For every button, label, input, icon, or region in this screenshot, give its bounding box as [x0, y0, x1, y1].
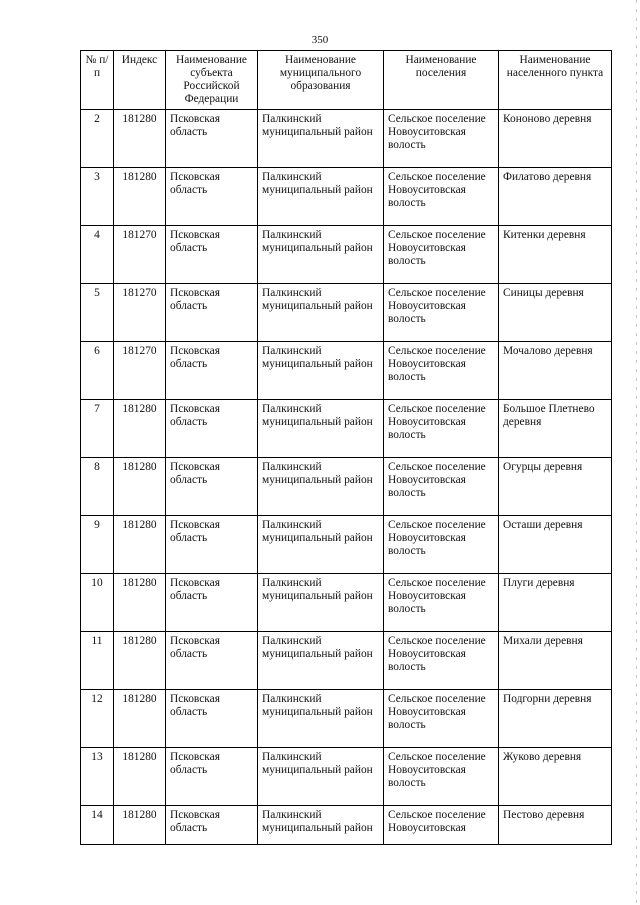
cell-number: 7 — [81, 400, 114, 458]
cell-municipality: Палкинский муниципальный район — [258, 574, 384, 632]
header-subject: Наименование субъекта Российской Федерации — [166, 51, 258, 110]
cell-settlement: Сельское поселение Новоуситовская волость — [384, 284, 499, 342]
table-header — [81, 51, 612, 110]
cell-index: 181280 — [114, 574, 166, 632]
table-row — [81, 806, 612, 845]
table-row — [81, 690, 612, 748]
cell-number: 12 — [81, 690, 114, 748]
cell-number: 13 — [81, 748, 114, 806]
table-row — [81, 110, 612, 168]
cell-settlement: Сельское поселение Новоуситовская волость — [384, 110, 499, 168]
cell-locality: Михали деревня — [499, 632, 612, 690]
cell-locality: Синицы деревня — [499, 284, 612, 342]
table-row — [81, 458, 612, 516]
cell-index: 181280 — [114, 748, 166, 806]
cell-locality: Жуково деревня — [499, 748, 612, 806]
cell-subject: Псковская область — [166, 458, 258, 516]
cell-locality: Китенки деревня — [499, 226, 612, 284]
cell-municipality: Палкинский муниципальный район — [258, 342, 384, 400]
cell-municipality: Палкинский муниципальный район — [258, 748, 384, 806]
cell-subject: Псковская область — [166, 342, 258, 400]
cell-subject: Псковская область — [166, 516, 258, 574]
table-row — [81, 226, 612, 284]
cell-municipality: Палкинский муниципальный район — [258, 226, 384, 284]
cell-locality: Подгорни деревня — [499, 690, 612, 748]
table-row — [81, 284, 612, 342]
cell-index: 181280 — [114, 690, 166, 748]
cell-number: 6 — [81, 342, 114, 400]
page-number: 350 — [311, 34, 329, 46]
cell-locality: Мочалово деревня — [499, 342, 612, 400]
table-row — [81, 574, 612, 632]
table-body — [81, 110, 612, 845]
cell-subject: Псковская область — [166, 690, 258, 748]
table-row — [81, 632, 612, 690]
table-row — [81, 168, 612, 226]
cell-locality: Филатово деревня — [499, 168, 612, 226]
cell-locality: Кононово деревня — [499, 110, 612, 168]
cell-locality: Осташи деревня — [499, 516, 612, 574]
cell-subject: Псковская область — [166, 110, 258, 168]
cell-locality: Огурцы деревня — [499, 458, 612, 516]
table-row — [81, 342, 612, 400]
cell-settlement: Сельское поселение Новоуситовская волость — [384, 168, 499, 226]
cell-municipality: Палкинский муниципальный район — [258, 458, 384, 516]
cell-settlement: Сельское поселение Новоуситовская волость — [384, 748, 499, 806]
cell-subject: Псковская область — [166, 806, 258, 845]
cell-subject: Псковская область — [166, 632, 258, 690]
table-row — [81, 748, 612, 806]
cell-index: 181280 — [114, 458, 166, 516]
cell-number: 5 — [81, 284, 114, 342]
cell-subject: Псковская область — [166, 574, 258, 632]
header-settlement: Наименование поселения — [384, 51, 499, 110]
cell-index: 181270 — [114, 284, 166, 342]
cell-municipality: Палкинский муниципальный район — [258, 632, 384, 690]
cell-settlement: Сельское поселение Новоуситовская волость — [384, 458, 499, 516]
cell-number: 11 — [81, 632, 114, 690]
header-municipality: Наименование муниципального образования — [258, 51, 384, 110]
cell-settlement: Сельское поселение Новоуситовская волость — [384, 400, 499, 458]
cell-index: 181280 — [114, 168, 166, 226]
header-row — [81, 51, 612, 110]
header-number: № п/п — [81, 51, 114, 110]
cell-index: 181270 — [114, 226, 166, 284]
cell-number: 3 — [81, 168, 114, 226]
cell-index: 181280 — [114, 110, 166, 168]
cell-number: 4 — [81, 226, 114, 284]
cell-settlement: Сельское поселение Новоуситовская волость — [384, 516, 499, 574]
header-index: Индекс — [114, 51, 166, 110]
cell-settlement: Сельское поселение Новоуситовская — [384, 806, 499, 845]
cell-index: 181270 — [114, 342, 166, 400]
cell-locality: Пестово деревня — [499, 806, 612, 845]
cell-municipality: Палкинский муниципальный район — [258, 516, 384, 574]
cell-municipality: Палкинский муниципальный район — [258, 284, 384, 342]
cell-subject: Псковская область — [166, 284, 258, 342]
cell-settlement: Сельское поселение Новоуситовская волость — [384, 574, 499, 632]
cell-index: 181280 — [114, 632, 166, 690]
cell-index: 181280 — [114, 400, 166, 458]
cell-number: 8 — [81, 458, 114, 516]
cell-municipality: Палкинский муниципальный район — [258, 806, 384, 845]
cell-number: 2 — [81, 110, 114, 168]
cell-municipality: Палкинский муниципальный район — [258, 110, 384, 168]
cell-settlement: Сельское поселение Новоуситовская волость — [384, 342, 499, 400]
cell-number: 14 — [81, 806, 114, 845]
cell-index: 181280 — [114, 806, 166, 845]
header-locality: Наименование населенного пункта — [499, 51, 612, 110]
cell-settlement: Сельское поселение Новоуситовская волость — [384, 226, 499, 284]
cell-subject: Псковская область — [166, 168, 258, 226]
cell-number: 9 — [81, 516, 114, 574]
cell-municipality: Палкинский муниципальный район — [258, 400, 384, 458]
table-row — [81, 516, 612, 574]
cell-locality: Большое Плетнево деревня — [499, 400, 612, 458]
cell-municipality: Палкинский муниципальный район — [258, 168, 384, 226]
cell-settlement: Сельское поселение Новоуситовская волость — [384, 690, 499, 748]
cell-subject: Псковская область — [166, 226, 258, 284]
table-row — [81, 400, 612, 458]
scan-edge-mark — [636, 0, 637, 905]
cell-subject: Псковская область — [166, 400, 258, 458]
cell-municipality: Палкинский муниципальный район — [258, 690, 384, 748]
cell-number: 10 — [81, 574, 114, 632]
cell-index: 181280 — [114, 516, 166, 574]
cell-locality: Плуги деревня — [499, 574, 612, 632]
cell-subject: Псковская область — [166, 748, 258, 806]
cell-settlement: Сельское поселение Новоуситовская волость — [384, 632, 499, 690]
settlements-table — [80, 50, 612, 845]
